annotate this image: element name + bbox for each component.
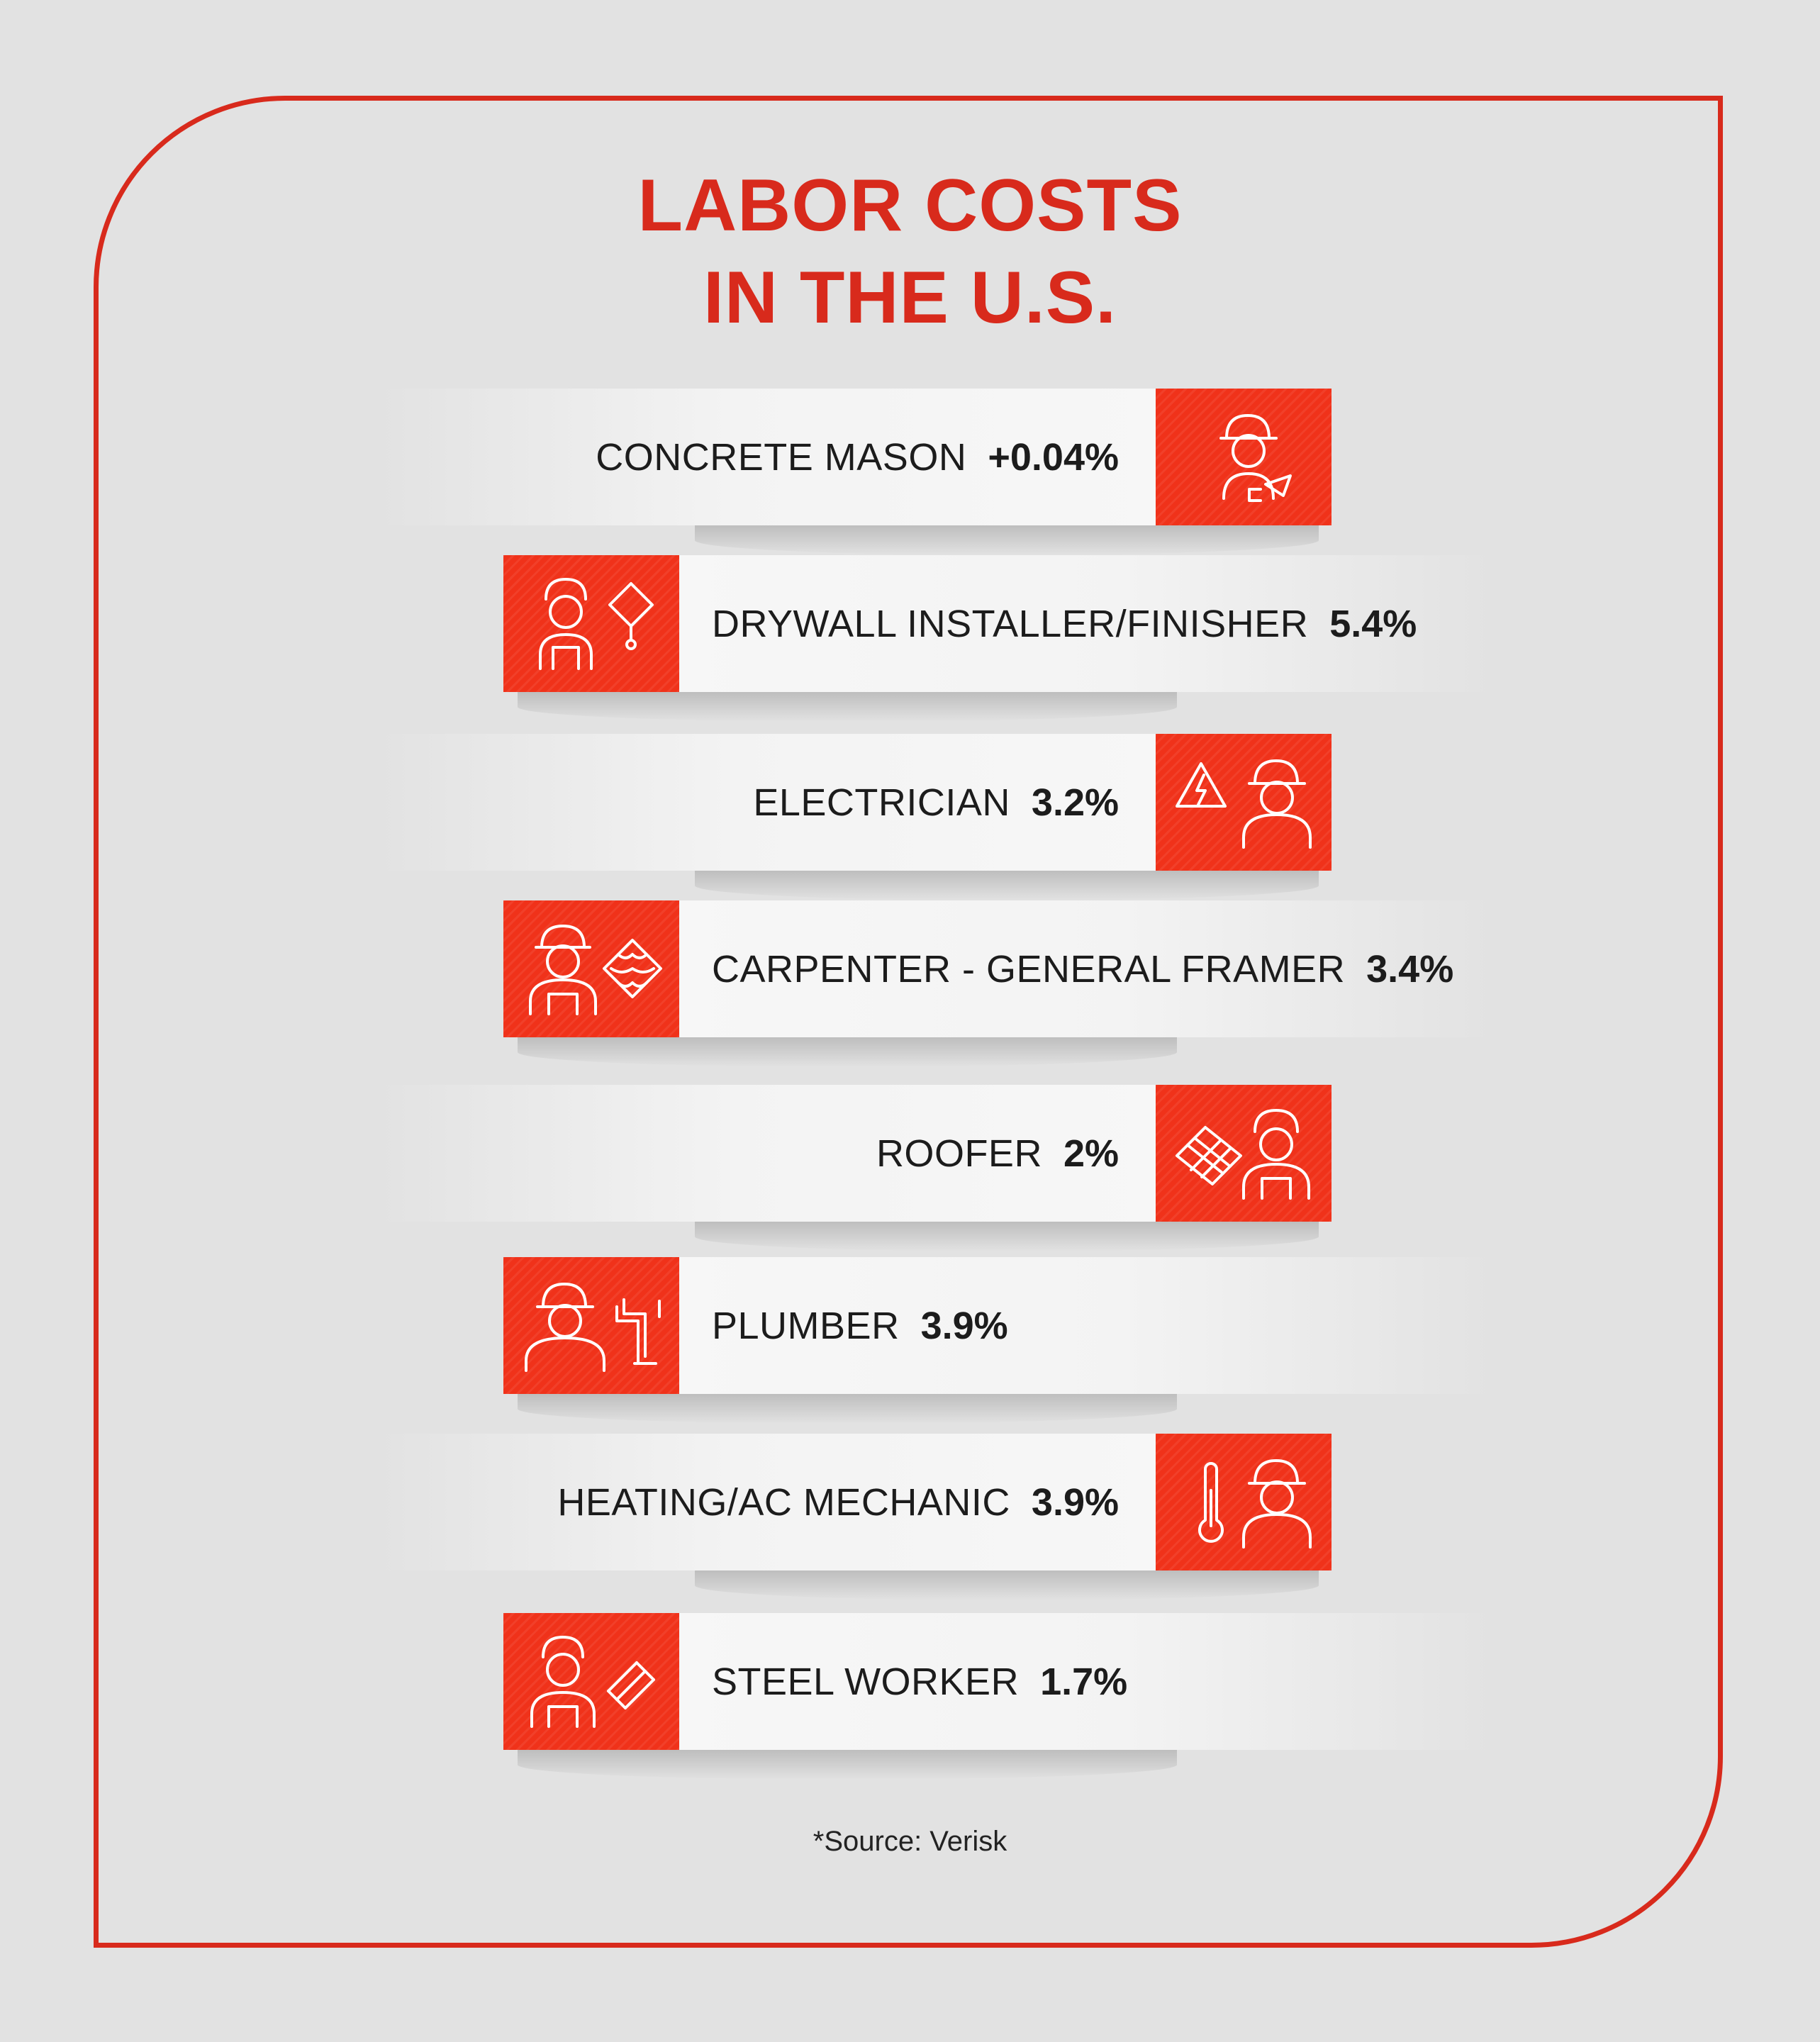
row-value: 3.9% xyxy=(920,1304,1008,1347)
row-label: DRYWALL INSTALLER/FINISHER xyxy=(712,602,1309,645)
row-roofer xyxy=(376,1085,1333,1222)
drywall-installer-icon xyxy=(503,555,679,692)
row-carpenter xyxy=(503,900,1496,1037)
row-label: CARPENTER - GENERAL FRAMER xyxy=(712,947,1346,991)
row-value: 3.2% xyxy=(1031,781,1119,824)
row-value: 3.4% xyxy=(1366,947,1454,991)
row-drywall xyxy=(503,555,1496,692)
title-line-2: IN THE U.S. xyxy=(703,257,1117,339)
row-plumber xyxy=(503,1257,1496,1394)
mason-trowel-icon xyxy=(1156,389,1331,525)
plumber-pipe-icon xyxy=(503,1257,679,1394)
row-value: 2% xyxy=(1063,1132,1119,1175)
source-note: *Source: Verisk xyxy=(813,1826,1007,1857)
roofer-tiles-icon xyxy=(1156,1085,1331,1222)
row-bar xyxy=(679,900,1496,1037)
row-label: ROOFER xyxy=(876,1132,1042,1175)
row-electrician xyxy=(376,734,1333,871)
row-label: CONCRETE MASON xyxy=(596,435,967,479)
row-value: +0.04% xyxy=(988,435,1119,479)
page-title xyxy=(0,160,1820,344)
carpenter-wood-icon xyxy=(503,900,679,1037)
row-label: HEATING/AC MECHANIC xyxy=(557,1480,1010,1524)
row-value: 5.4% xyxy=(1329,602,1417,645)
title-line-1: LABOR COSTS xyxy=(637,164,1183,247)
steel-worker-beams-icon xyxy=(503,1613,679,1750)
row-bar xyxy=(376,389,1156,525)
row-value: 1.7% xyxy=(1040,1660,1128,1703)
row-value: 3.9% xyxy=(1031,1480,1119,1524)
row-hvac xyxy=(376,1434,1333,1570)
row-steel-worker xyxy=(503,1613,1496,1750)
row-label: ELECTRICIAN xyxy=(753,781,1010,824)
row-label: STEEL WORKER xyxy=(712,1660,1020,1703)
row-bar xyxy=(679,1257,1496,1394)
row-bar xyxy=(376,1434,1156,1570)
row-bar xyxy=(679,1613,1496,1750)
electrician-hazard-icon xyxy=(1156,734,1331,871)
row-bar xyxy=(376,734,1156,871)
hvac-thermometer-icon xyxy=(1156,1434,1331,1570)
row-label: PLUMBER xyxy=(712,1304,900,1347)
row-bar xyxy=(679,555,1496,692)
row-bar xyxy=(376,1085,1156,1222)
row-concrete-mason xyxy=(376,389,1333,525)
